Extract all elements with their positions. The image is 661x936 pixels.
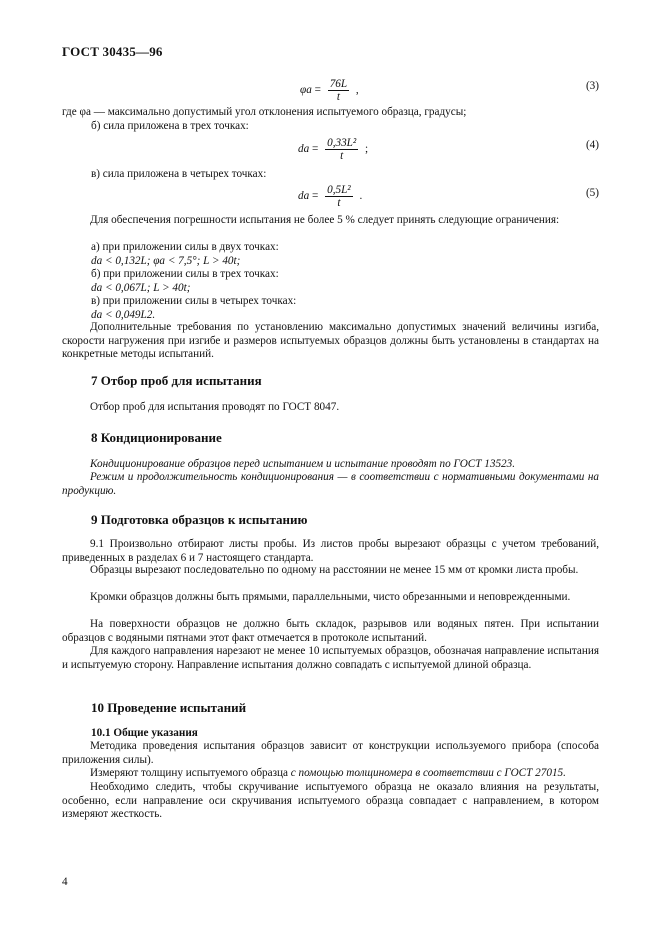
equation-3-number: (3) [585,80,599,92]
limit-b-value: da < 0,067L; L > 40t; [91,282,191,294]
section-8-heading: 8 Кондиционирование [91,430,222,445]
section-10-heading: 10 Проведение испытаний [91,700,247,715]
section-10-paragraph-3: Необходимо следить, чтобы скручивание испытуемого образца не оказало влияния на результаты, особенно, если направление оси скручивания испытуемого образца совпадает с направлением, в котором измеряют жесткость. [62,781,599,821]
equation-4-number: (4) [585,139,599,151]
equation-5-operator: = [311,190,319,203]
equation-3-tail: , [355,84,359,97]
section-7-heading: 7 Отбор проб для испытания [91,373,262,388]
equation-4-lhs: da [298,143,310,156]
limit-v-label: в) при приложении силы в четырех точках: [91,295,297,307]
equation-5-numerator: 0,5L² [327,184,351,196]
document-code-header: ГОСТ 30435—96 [62,44,163,59]
equation-3-lhs: φa [300,84,312,97]
section-8-paragraph-1: Кондиционирование образцов перед испытанием и испытание проводят по ГОСТ 13523. [90,458,516,470]
equation-3-numerator: 76L [329,78,348,90]
section-10-paragraph-2 [62,767,599,781]
limit-a-label: а) при приложении силы в двух точках: [91,241,279,253]
item-b-three-points: б) сила приложена в трех точках: [91,120,249,132]
section-10-paragraph-1: Методика проведения испытания образцов зависит от конструкции используемого прибора (способа приложения силы). [62,740,599,766]
limits-intro-paragraph: Для обеспечения погрешности испытания не более 5 % следует принять следующие ограничения: [90,214,560,226]
section-9-paragraph-1: 9.1 Произвольно отбирают листы пробы. Из листов пробы вырезают образцы с учетом требований, приведенных в разделах 6 и 7 настоящего стандарта. [62,538,599,564]
equation-4 [298,137,368,162]
equation-3-denominator: t [336,91,340,103]
section-9-paragraph-4: На поверхности образцов не должно быть складок, разрывов или водяных пятен. При испытании образцов с водяными пятнами этот факт отмечается в протоколе испытаний. [62,618,599,644]
equation-3-where: где φa — максимально допустимый угол отклонения испытуемого образца, градусы; [62,106,467,118]
section-7-text: Отбор проб для испытания проводят по ГОСТ 8047. [90,401,340,413]
section-8-paragraph-2: Режим и продолжительность кондиционирования — в соответствии с нормативными документами на продукцию. [62,471,599,497]
equation-5-number: (5) [585,187,599,199]
page-number: 4 [62,876,68,888]
section-10-paragraph-2-reference: с помощью толщиномера в соответствии с ГОСТ 27015. [290,767,566,779]
equation-5-denominator: t [337,197,341,209]
equation-5 [298,184,362,209]
equation-4-numerator: 0,33L² [327,137,357,149]
section-10-1-heading: 10.1 Общие указания [91,727,198,739]
equation-5-fraction [325,184,353,209]
equation-5-lhs: da [298,190,310,203]
section-9-paragraph-3: Кромки образцов должны быть прямыми, параллельными, чисто обрезанными и неповрежденными. [90,591,571,603]
equation-4-fraction [325,137,358,162]
section-9-heading: 9 Подготовка образцов к испытанию [91,512,308,527]
equation-4-operator: = [311,143,319,156]
section-9-paragraph-2: Образцы вырезают последовательно по одному на расстоянии не менее 15 мм от кромки листа пробы. [90,564,579,576]
limit-v-value: da < 0,049L2. [91,309,156,321]
equation-3 [300,78,359,103]
section-9-paragraph-5: Для каждого направления нарезают не менее 10 испытуемых образцов, обозначая направление испытания и испытуемую сторону. Направление испытания должно совпадать с испытуемой длиной образца. [62,645,599,671]
equation-5-tail: . [359,190,363,203]
equation-3-operator: = [314,84,321,97]
additional-requirements-paragraph: Дополнительные требования по установлению максимально допустимых значений величины изгиба, скорости нагружения при изгибе и размеров испытуемых образцов должны быть установлены в стандартах на конкретные методы испытаний. [62,321,599,361]
equation-3-fraction [328,78,349,103]
equation-4-tail: ; [365,143,369,156]
item-v-four-points: в) сила приложена в четырех точках: [91,168,267,180]
equation-4-denominator: t [340,150,344,162]
limit-a-value: da < 0,132L; φa < 7,5°; L > 40t; [91,255,241,267]
section-10-paragraph-2-text: Измеряют толщину испытуемого образца [90,767,291,779]
limit-b-label: б) при приложении силы в трех точках: [91,268,279,280]
